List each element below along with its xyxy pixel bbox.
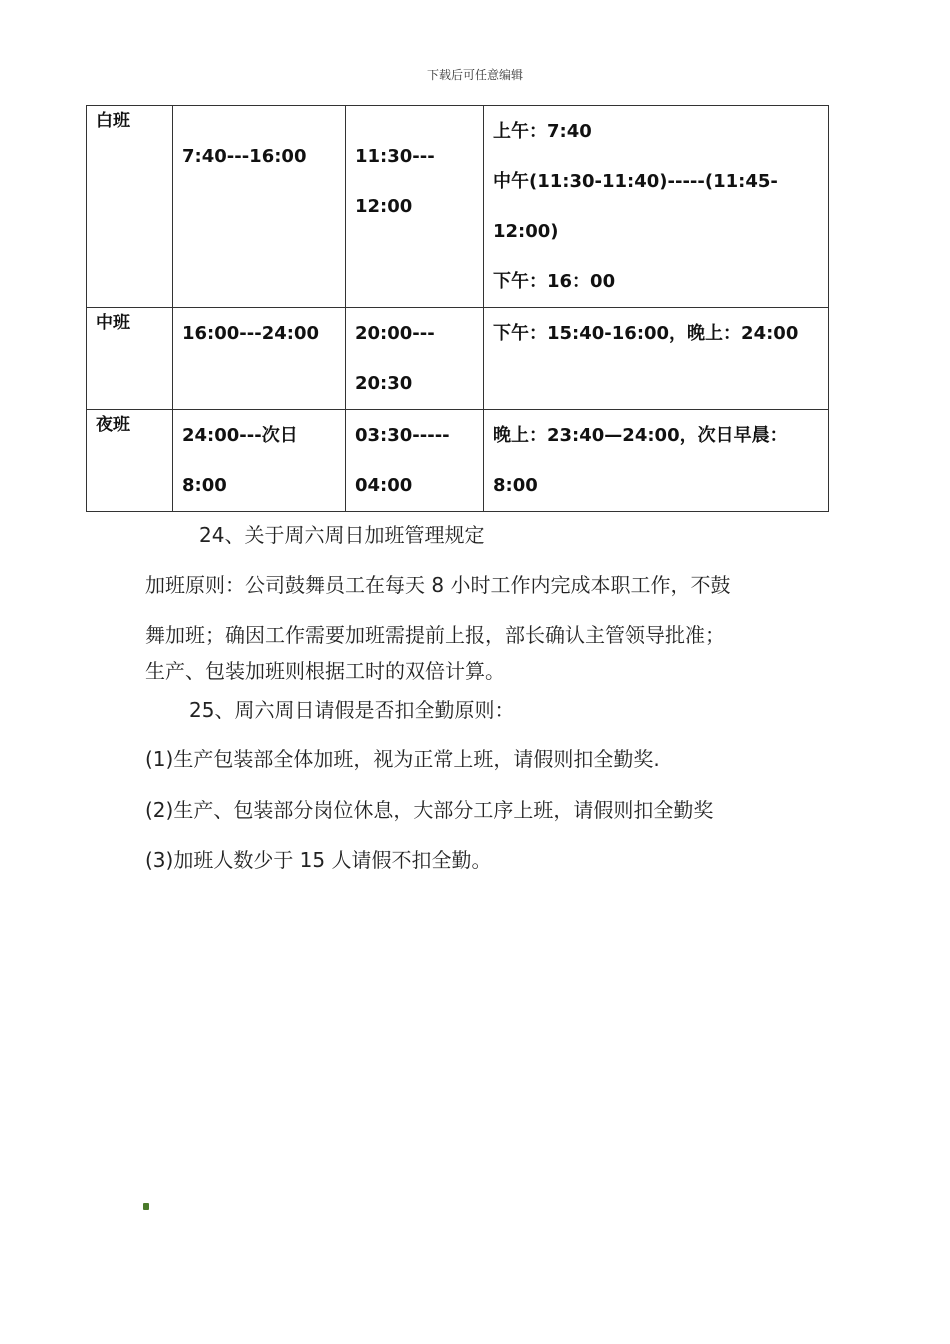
list-item: (3)加班人数少于 15 人请假不扣全勤。 [145,848,492,872]
clock-time-line: 晚上：23:40—24:00，次日早晨： [493,425,788,446]
work-hours-cell [173,410,345,511]
clock-time-line: 上午：7:40 [493,121,592,142]
table-row-day-shift [87,106,829,308]
clock-time-line: 8:00 [493,475,538,496]
clock-time-line: 下午：16：00 [493,271,616,292]
shift-name: 夜班 [96,415,130,435]
clock-time-line: 中午(11:30-11:40)-----(11:45- [493,171,778,192]
shift-schedule-table [86,105,829,512]
table-row-night-shift [87,410,829,512]
clock-time-line: 下午：15:40-16:00，晚上：24:00 [493,323,799,344]
clock-time-cell [484,410,828,511]
page-header-note: 下载后可任意编辑 [426,68,523,82]
break-time-line: 20:00--- [355,323,435,344]
work-hours-cell [173,308,345,359]
work-hours-line: 24:00---次日 [182,425,298,446]
work-hours-line: 8:00 [182,475,227,496]
work-hours-line: 7:40---16:00 [182,146,307,167]
small-logo-icon [143,1203,149,1210]
shift-name: 中班 [96,313,130,333]
section-24-heading: 24、关于周六周日加班管理规定 [199,523,485,547]
list-item: (1)生产包装部全体加班，视为正常上班，请假则扣全勤奖. [145,747,660,771]
table-row-middle-shift [87,308,829,410]
clock-time-cell [484,106,828,307]
break-time-line: 11:30--- [355,146,435,167]
clock-time-cell [484,308,828,359]
break-time-line: 03:30----- [355,425,450,446]
paragraph-line: 加班原则：公司鼓舞员工在每天 8 小时工作内完成本职工作，不鼓 [145,573,731,597]
paragraph-line: 生产、包装加班则根据工时的双倍计算。 [145,659,505,683]
work-hours-cell [173,106,345,182]
break-time-line: 12:00 [355,196,413,217]
paragraph-line: 舞加班；确因工作需要加班需提前上报，部长确认主管领导批准； [145,623,725,647]
break-time-line: 04:00 [355,475,413,496]
break-time-cell [346,308,483,409]
clock-time-line: 12:00) [493,221,559,242]
shift-name: 白班 [96,111,130,131]
break-time-cell [346,410,483,511]
work-hours-line: 16:00---24:00 [182,323,320,344]
list-item: (2)生产、包装部分岗位休息，大部分工序上班，请假则扣全勤奖 [145,798,714,822]
break-time-line: 20:30 [355,373,413,394]
section-25-heading: 25、周六周日请假是否扣全勤原则： [189,698,515,722]
break-time-cell [346,106,483,232]
